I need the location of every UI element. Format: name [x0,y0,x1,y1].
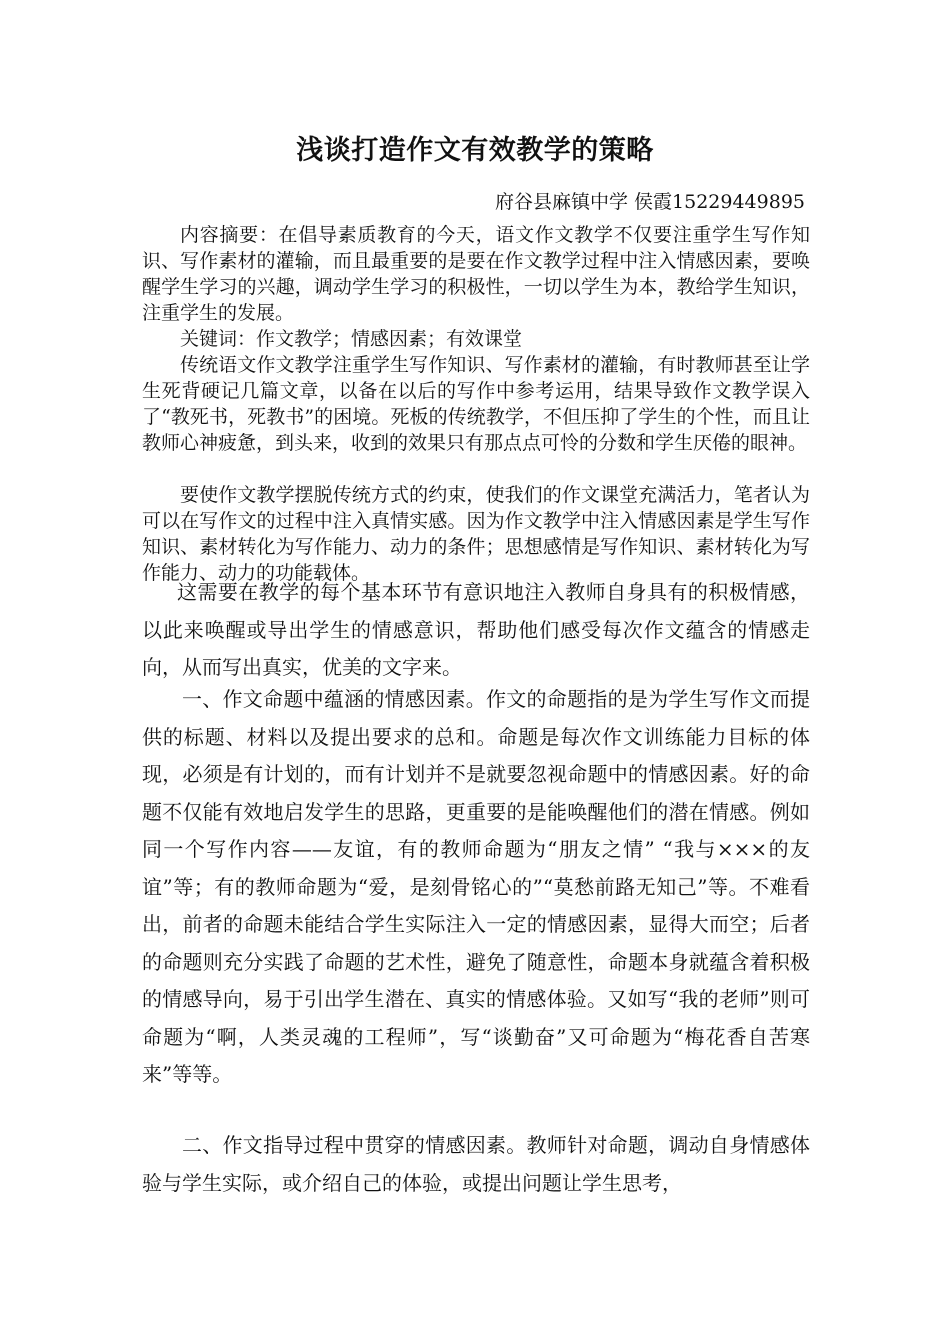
section-paragraph-one: 一、作文命题中蕴涵的情感因素。作文的命题指的是为学生写作文而提供的标题、材料以及提出要求的总和。命题是每次作文训练能力目标的体现，必须是有计划的，而有计划并不是就要忽视命题中的情感因素。好的命题不仅能有效地启发学生的思路，更重要的是能唤醒他们的潜在情感。例如同一个写作内容——友谊，有的教师命题为“朋友之情” “我与×××的友谊”等；有的教师命题为“爱，是刻骨铭心的”“莫愁前路无知己”等。不难看出，前者的命题未能结合学生实际注入一定的情感因素，显得大而空；后者的命题则充分实践了命题的艺术性，避免了随意性，命题本身就蕴含着积极的情感导向，易于引出学生潜在、真实的情感体验。又如写“我的老师”则可命题为“啊，人类灵魂的工程师”，写“谈勤奋”又可命题为“梅花香自苦寒来”等等。 [142,687,810,1086]
body-paragraph: 这需要在教学的每个基本环节有意识地注入教师自身具有的积极情感，以此来唤醒或导出学生的情感意识，帮助他们感受每次作文蕴含的情感走向，从而写出真实，优美的文字来。 [142,580,810,679]
author-line: 府谷县麻镇中学 侯霞15229449895 [494,191,805,213]
body-paragraph: 要使作文教学摆脱传统方式的约束，使我们的作文课堂充满活力，笔者认为可以在写作文的过程中注入真情实感。因为作文教学中注入情感因素是学生写作知识、素材转化为写作能力、动力的条件；思想感情是写作知识、素材转化为写作能力、动力的功能载体。 [142,484,810,584]
abstract-paragraph: 内容摘要：在倡导素质教育的今天，语文作文教学不仅要注重学生写作知识、写作素材的灌输，而且最重要的是要在作文教学过程中注入情感因素，要唤醒学生学习的兴趣，调动学生学习的积极性，一切以学生为本，教给学生知识，注重学生的发展。 [142,224,810,324]
document-title: 浅谈打造作文有效教学的策略 [296,135,654,166]
body-paragraph: 传统语文作文教学注重学生写作知识、写作素材的灌输，有时教师甚至让学生死背硬记几篇文章，以备在以后的写作中参考运用，结果导致作文教学误入了“教死书，死教书”的困境。死板的传统教学，不但压抑了学生的个性，而且让教师心神疲惫，到头来，收到的效果只有那点点可怜的分数和学生厌倦的眼神。 [142,354,810,454]
section-paragraph-two: 二、作文指导过程中贯穿的情感因素。教师针对命题，调动自身情感体验与学生实际，或介绍自己的体验，或提出问题让学生思考， [142,1133,810,1195]
keywords-line: 关键词：作文教学；情感因素；有效课堂 [180,328,523,350]
